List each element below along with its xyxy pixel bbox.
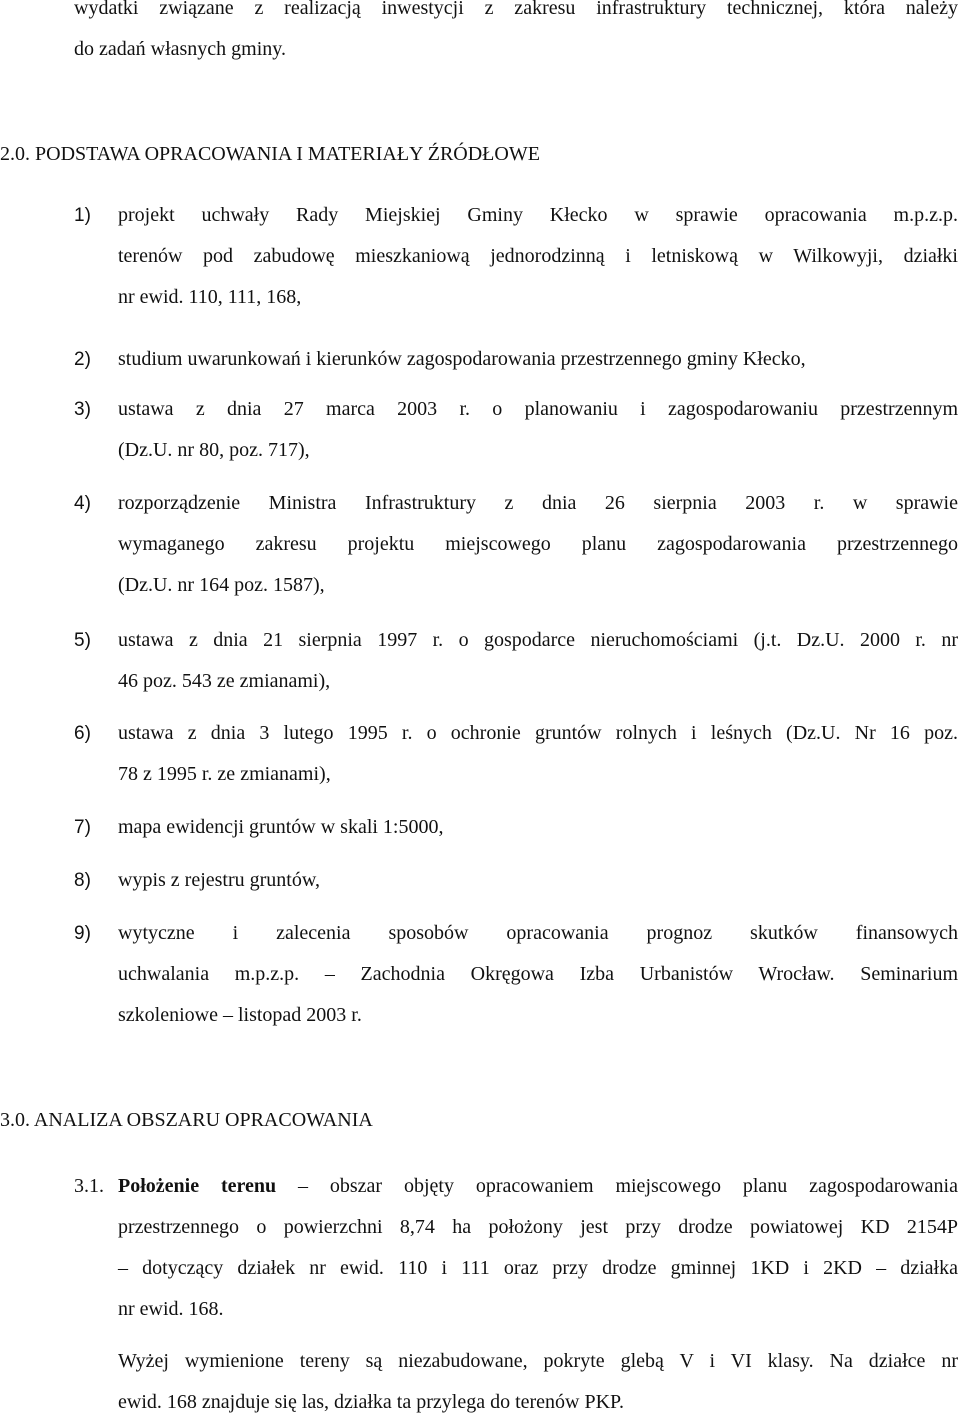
list-item-line: projekt uchwały Rady Miejskiej Gminy Kłecko w sprawie opracowania m.p.z.p. (118, 204, 958, 226)
intro-paragraph (74, 0, 958, 70)
subsection-title: Położenie terenu (118, 1175, 277, 1197)
list-item-line: mapa ewidencji gruntów w skali 1:5000, (118, 816, 444, 838)
subsection-paragraph (118, 1166, 958, 1330)
list-item (118, 339, 958, 380)
subsection-paragraph-2 (118, 1341, 958, 1423)
list-item-number: 4) (74, 493, 91, 514)
list-item (118, 195, 958, 318)
subsection-line: przestrzennego o powierzchni 8,74 ha położony jest przy drodze powiatowej KD 2154P (118, 1216, 958, 1238)
subsection-line-1-text: – obszar objęty opracowaniem miejscowego planu zagospodarowania (276, 1175, 958, 1197)
subsection-line: – dotyczący działek nr ewid. 110 i 111 oraz przy drodze gminnej 1KD i 2KD – działka (118, 1257, 958, 1279)
list-item-line: ustawa z dnia 27 marca 2003 r. o planowaniu i zagospodarowaniu przestrzennym (118, 398, 958, 420)
list-item-line: nr ewid. 110, 111, 168, (118, 286, 302, 308)
list-item-number: 9) (74, 923, 91, 944)
list-item-line: wypis z rejestru gruntów, (118, 869, 320, 891)
list-item-number: 8) (74, 870, 91, 891)
list-item-number: 6) (74, 723, 91, 744)
list-item-line: (Dz.U. nr 80, poz. 717), (118, 439, 310, 461)
list-item-line: terenów pod zabudowę mieszkaniową jednorodzinną i letniskową w Wilkowyji, działki (118, 245, 958, 267)
list-item-line: ustawa z dnia 3 lutego 1995 r. o ochronie gruntów rolnych i leśnych (Dz.U. Nr 16 poz. (118, 722, 958, 744)
list-item-line: (Dz.U. nr 164 poz. 1587), (118, 574, 325, 596)
list-item-line: szkoleniowe – listopad 2003 r. (118, 1004, 362, 1026)
list-item-number: 7) (74, 817, 91, 838)
subsection-line: ewid. 168 znajduje się las, działka ta przylega do terenów PKP. (118, 1391, 624, 1413)
list-item-line: studium uwarunkowań i kierunków zagospodarowania przestrzennego gminy Kłecko, (118, 348, 806, 370)
list-item (118, 913, 958, 1036)
list-item (118, 620, 958, 702)
list-item (118, 389, 958, 471)
list-item (118, 483, 958, 606)
list-item-line: rozporządzenie Ministra Infrastruktury z dnia 26 sierpnia 2003 r. w sprawie (118, 492, 958, 514)
list-item-line: 46 poz. 543 ze zmianami), (118, 670, 331, 692)
section-3-heading: 3.0. ANALIZA OBSZARU OPRACOWANIA (0, 1109, 373, 1131)
list-item (118, 713, 958, 795)
list-item-number: 5) (74, 630, 91, 651)
list-item-line: uchwalania m.p.z.p. – Zachodnia Okręgowa Izba Urbanistów Wrocław. Seminarium (118, 963, 958, 985)
subsection-number: 3.1. (74, 1175, 104, 1197)
section-2-heading: 2.0. PODSTAWA OPRACOWANIA I MATERIAŁY ŹRÓDŁOWE (0, 143, 540, 165)
list-item (118, 860, 958, 901)
list-item-number: 1) (74, 205, 91, 226)
subsection-line: Wyżej wymienione tereny są niezabudowane, pokryte glebą V i VI klasy. Na działce nr (118, 1350, 958, 1372)
list-item-line: wymaganego zakresu projektu miejscowego planu zagospodarowania przestrzennego (118, 533, 958, 555)
intro-line-2: do zadań własnych gminy. (74, 38, 286, 60)
list-item-number: 2) (74, 349, 91, 370)
list-item-number: 3) (74, 399, 91, 420)
list-item-line: ustawa z dnia 21 sierpnia 1997 r. o gospodarce nieruchomościami (j.t. Dz.U. 2000 r. nr (118, 629, 958, 651)
list-item (118, 807, 958, 848)
intro-line-1: wydatki związane z realizacją inwestycji z zakresu infrastruktury technicznej, która należy (74, 0, 958, 19)
subsection-line-1 (118, 1166, 958, 1207)
list-item-line: 78 z 1995 r. ze zmianami), (118, 763, 331, 785)
subsection-line: nr ewid. 168. (118, 1298, 224, 1320)
list-item-line: wytyczne i zalecenia sposobów opracowania prognoz skutków finansowych (118, 922, 958, 944)
